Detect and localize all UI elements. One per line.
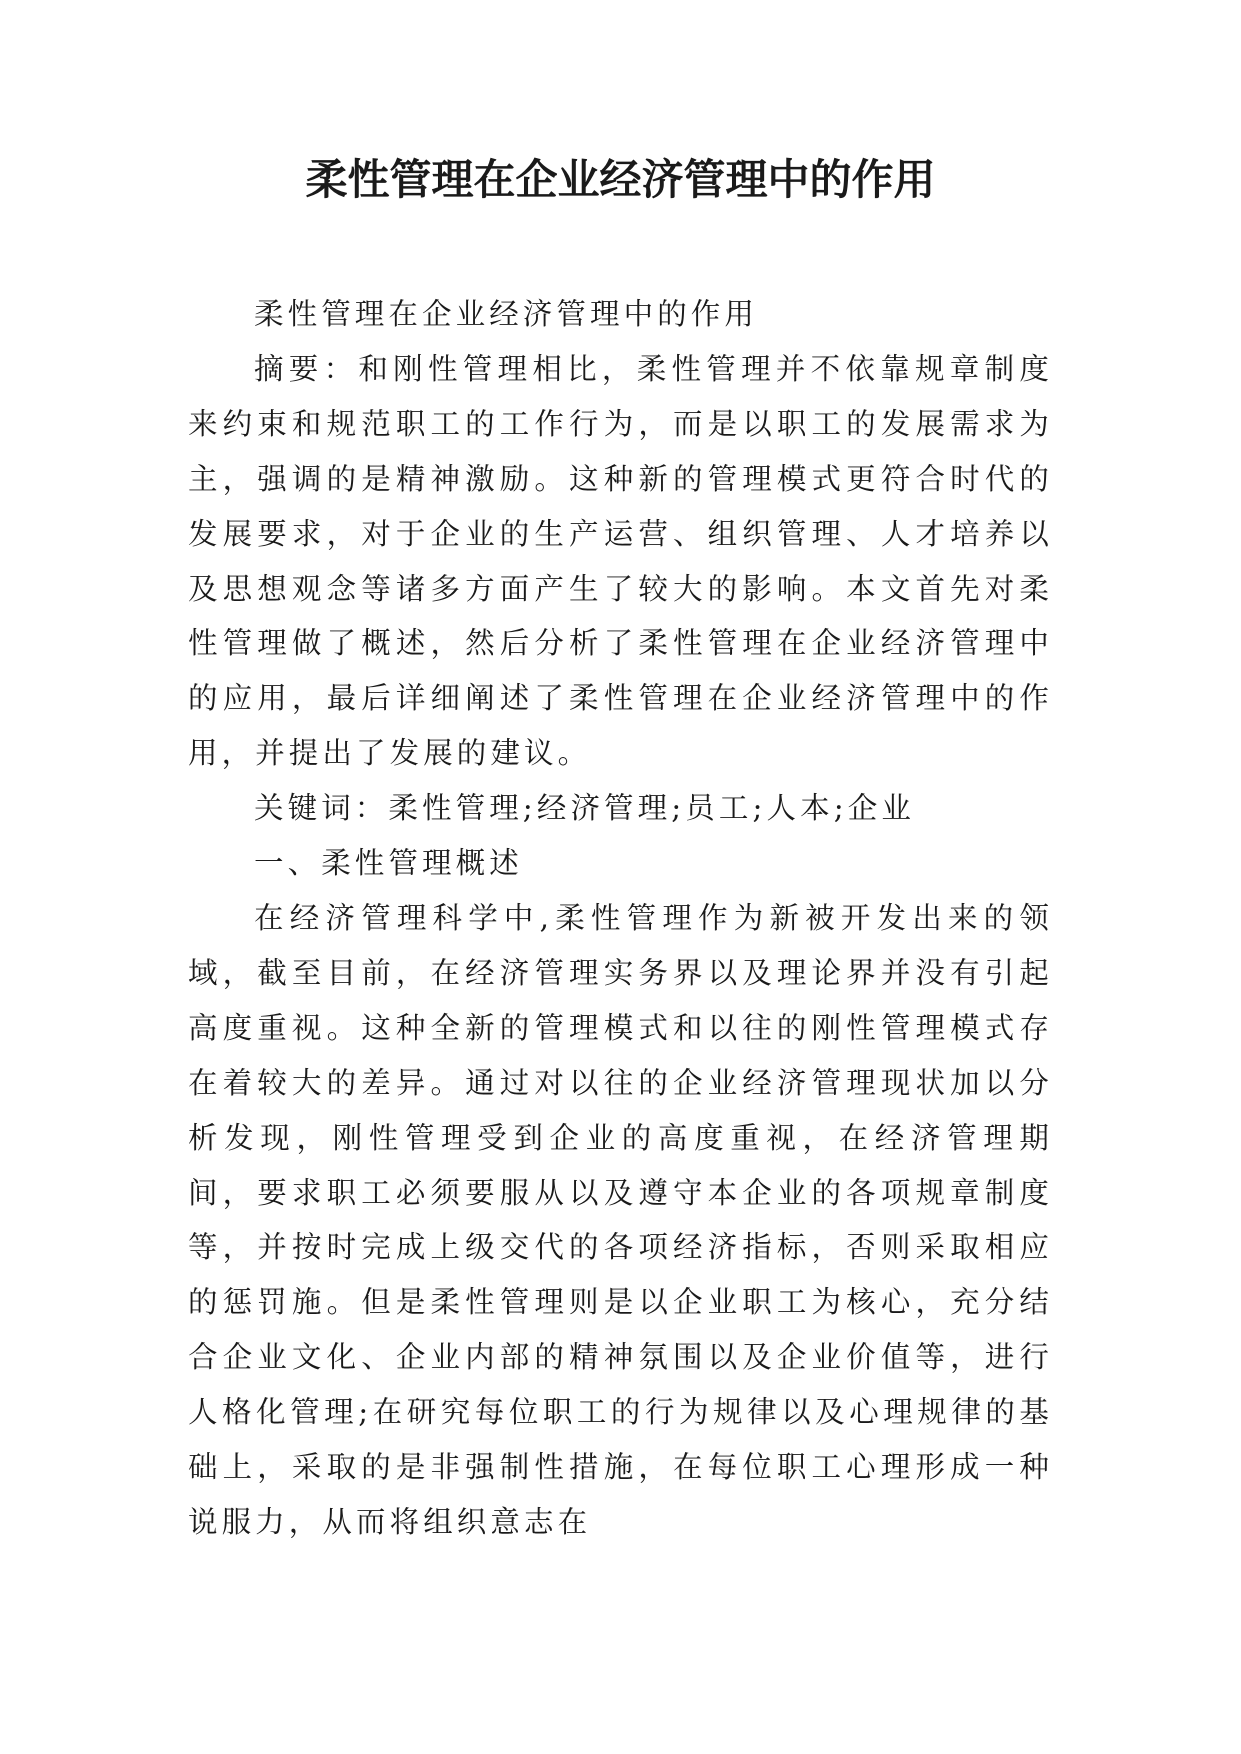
section-heading: 一、柔性管理概述 (254, 846, 523, 881)
document-title: 柔性管理在企业经济管理中的作用 (305, 155, 936, 204)
paragraph-keywords: 关键词：柔性管理;经济管理;员工;人本;企业 (254, 791, 915, 826)
document-body (188, 287, 1053, 1550)
paragraph-abstract: 摘要：和刚性管理相比，柔性管理并不依靠规章制度来约束和规范职工的工作行为，而是以职工的发展需求为主，强调的是精神激励。这种新的管理模式更符合时代的发展要求，对于企业的生产运营、组织管理、人才培养以及思想观念等诸多方面产生了较大的影响。本文首先对柔性管理做了概述，然后分析了柔性管理在企业经济管理中的应用，最后详细阐述了柔性管理在企业经济管理中的作用，并提出了发展的建议。 (188, 351, 1053, 771)
paragraph-subtitle: 柔性管理在企业经济管理中的作用 (254, 297, 759, 331)
paragraph-body: 在经济管理科学中,柔性管理作为新被开发出来的领域，截至目前，在经济管理实务界以及理论界并没有引起高度重视。这种全新的管理模式和以往的刚性管理模式存在着较大的差异。通过对以往的企业经济管理现状加以分析发现，刚性管理受到企业的高度重视，在经济管理期间，要求职工必须要服从以及遵守本企业的各项规章制度等，并按时完成上级交代的各项经济指标，否则采取相应的惩罚施。但是柔性管理则是以企业职工为核心，充分结合企业文化、企业内部的精神氛围以及企业价值等，进行人格化管理;在研究每位职工的行为规律以及心理规律的基础上，采取的是非强制性措施，在每位职工心理形成一种说服力，从而将组织意志在 (188, 900, 1053, 1539)
